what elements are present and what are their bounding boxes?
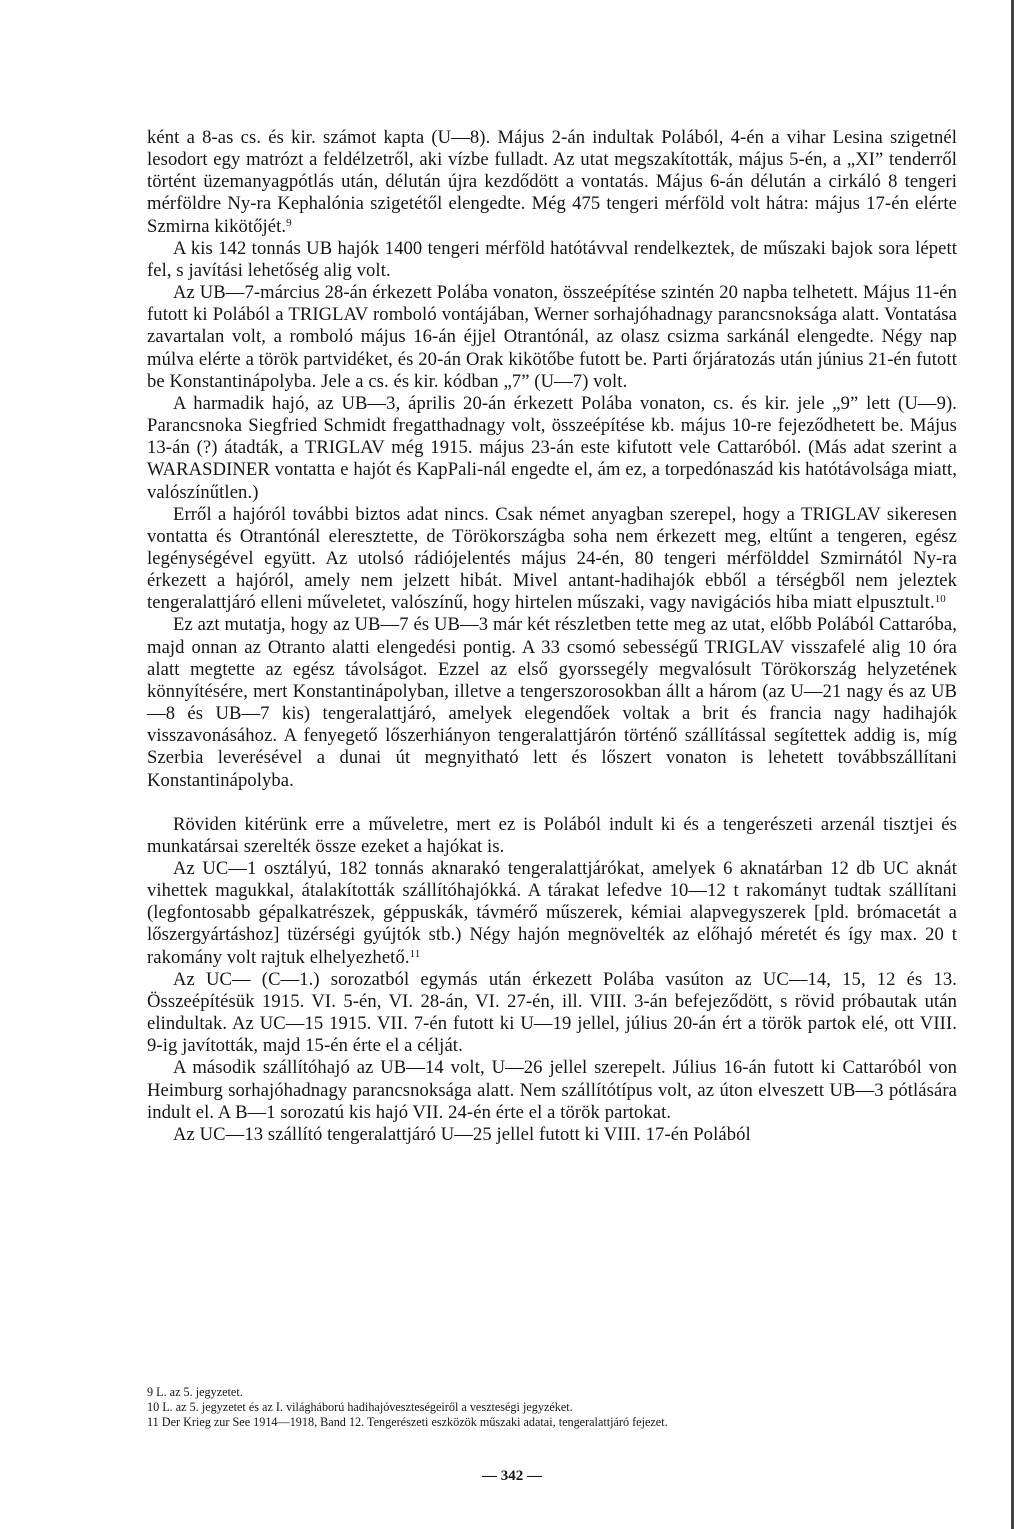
paragraph: A harmadik hajó, az UB—3, április 20-án érkezett Polába vonaton, cs. és kir. jele „9” lett (U—9). Parancsnoka Siegfried Schmidt fregatthadnagy volt, összeépítése kb. május 10-re fejeződhetett be. Május 13-án (?) átadták, a TRIGLAV még 1915. május 23-án este kifutott vele Cattaróból. (Más adat szerint a WARASDINER vontatta e hajót és KapPali-nál engedte el, ám ez, a torpedónaszád kis hatótávolsága miatt, valószínűtlen.) [147, 392, 957, 503]
footnote-ref: 9 [286, 216, 292, 229]
paragraph: Az UB—7-március 28-án érkezett Polába vonaton, összeépítése szintén 20 napba telhetett. Május 11-én futott ki Polából a TRIGLAV romboló vontájában, Werner sorhajóhadnagy parancsnoksága alatt. Vontatása zavartalan volt, a romboló május 16-án éjjel Otrantónál, az olasz csizma sarkánál elengedte. Négy nap múlva elérte a török partvidéket, és 20-án Orak kikötőbe futott be. Parti őrjáratozás után június 21-én futott be Konstantinápolyba. Jele a cs. és kir. kódban „7” (U—7) volt. [147, 282, 957, 392]
footnote-ref: 11 [409, 947, 421, 960]
paragraph: Ez azt mutatja, hogy az UB—7 és UB—3 már két részletben tette meg az utat, előbb Polából Cattaróba, majd onnan az Otranto alatti elengedési pontig. A 33 csomó sebességű TRIGLAV visszafelé alig 10 óra alatt megtette az egész távolságot. Ezzel az első gyorssegély megvalósult Törökország helyzetének könnyítésére, mert Konstantinápolyban, illetve a tengerszorosokban állt a három (az U—21 nagy és az UB—8 és UB—7 kis) tengeralattjáró, amelyek elegendőek voltak a brit és francia nagy hadihajók visszavonásához. A fenyegető lőszerhiányon tengeralattjárón történő szállítással segítettek addig is, míg Szerbia leverésével a dunai út megnyitható lett és lőszert vonaton is lehetett továbbszállítani Konstantinápolyba. [147, 614, 957, 791]
paragraph: Az UC—13 szállító tengeralattjáró U—25 jellel futott ki VIII. 17-én Polából [173, 1123, 751, 1145]
paragraph: A kis 142 tonnás UB hajók 1400 tengeri mérföld hatótávval rendelkeztek, de műszaki bajok sora lépett fel, s javítási lehetőség alig volt. [147, 237, 957, 281]
footnote: 10 L. az 5. jegyzetet és az I. világháború hadihajóveszteségeiről a veszteségi jegyzéket. [147, 1400, 573, 1415]
section-gap [147, 792, 957, 814]
footnote: 11 Der Krieg zur See 1914—1918, Band 12. Tengerészeti eszközök műszaki adatai, tengeralattjáró fejezet. [147, 1415, 668, 1430]
paragraph: ként a 8-as cs. és kir. számot kapta (U—8). Május 2-án indultak Polából, 4-én a vihar Lesina szigetnél lesodort egy matrózt a feldélzetről, aki vízbe fulladt. Az utat megszakították, május 5-én, a „XI” tenderről történt üzemanyagpótlás után, délután újra kezdődött a vontatás. Május 6-án délután a cirkáló 8 tengeri mérföldre Ny-ra Kephalónia szigetétől elengedte. Még 475 tengeri mérföld volt hátra: május 17-én elérte Szmirna kikötőjét.$^9$ [147, 127, 957, 237]
footnotes [147, 1385, 957, 1431]
footnote: 9 L. az 5. jegyzetet. [147, 1385, 243, 1399]
page-number: — 342 — [482, 1468, 542, 1484]
paragraph: Erről a hajóról további biztos adat nincs. Csak német anyagban szerepel, hogy a TRIGLAV sikeresen vontatta és Otrantónál eleresztette, de Törökországba soha nem érkezett meg, eltűnt a tengeren, egész legénységével együtt. Az utolsó rádiójelentés május 24-én, 80 tengeri mérfölddel Szmirnától Ny-ra érkezett a hajóról, amely nem jelzett hibát. Mivel antant-hadihajók ebből a térségből nem jeleztek tengeralattjáró elleni műveletet, valószínű, hogy hirtelen műszaki, vagy navigációs hiba miatt elpusztult.$^{10}$ [147, 503, 957, 614]
paragraph: Az UC— (C—1.) sorozatból egymás után érkezett Polába vasúton az UC—14, 15, 12 és 13. Összeépítésük 1915. VI. 5-én, VI. 28-án, VI. 27-én, ill. VIII. 3-án befejeződött, s rövid próbautak után elindultak. Az UC—15 1915. VII. 7-én futott ki U—19 jellel, július 20-án ért a török partok elé, ott VIII. 9-ig javították, majd 15-én érte el a célját. [147, 968, 957, 1057]
scan-edge-line [1011, 0, 1014, 1529]
paragraph: Az UC—1 osztályú, 182 tonnás aknarakó tengeralattjárókat, amelyek 6 aknatárban 12 db UC aknát vihettek magukkal, átalakították szállítóhajókká. A tárakat lefedve 10—12 t rakományt tudtak szállítani (legfontosabb gépalkatrészek, géppuskák, távmérő műszerek, kémiai alapvegyszerek [pld. brómacetát a lőszergyártáshoz] tüzérségi gyújtók stb.) Négy hajón megnövelték az előhajó méretét és így max. 20 t rakomány volt rajtuk elhelyezhető.$^{11}$ [147, 858, 957, 968]
footnote-ref: 10 [934, 593, 946, 606]
paragraph: A második szállítóhajó az UB—14 volt, U—26 jellel szerepelt. Július 16-án futott ki Cattaróból von Heimburg sorhajóhadnagy parancsnoksága alatt. Nem szállítótípus volt, az úton elveszett UB—3 pótlására indult el. A B—1 sorozatú kis hajó VII. 24-én érte el a török partokat. [147, 1057, 957, 1123]
paragraph: Röviden kitérünk erre a műveletre, mert ez is Polából indult ki és a tengerészeti arzenál tisztjei és munkatársai szerelték össze ezeket a hajókat is. [147, 813, 957, 857]
page-body [147, 127, 957, 1146]
